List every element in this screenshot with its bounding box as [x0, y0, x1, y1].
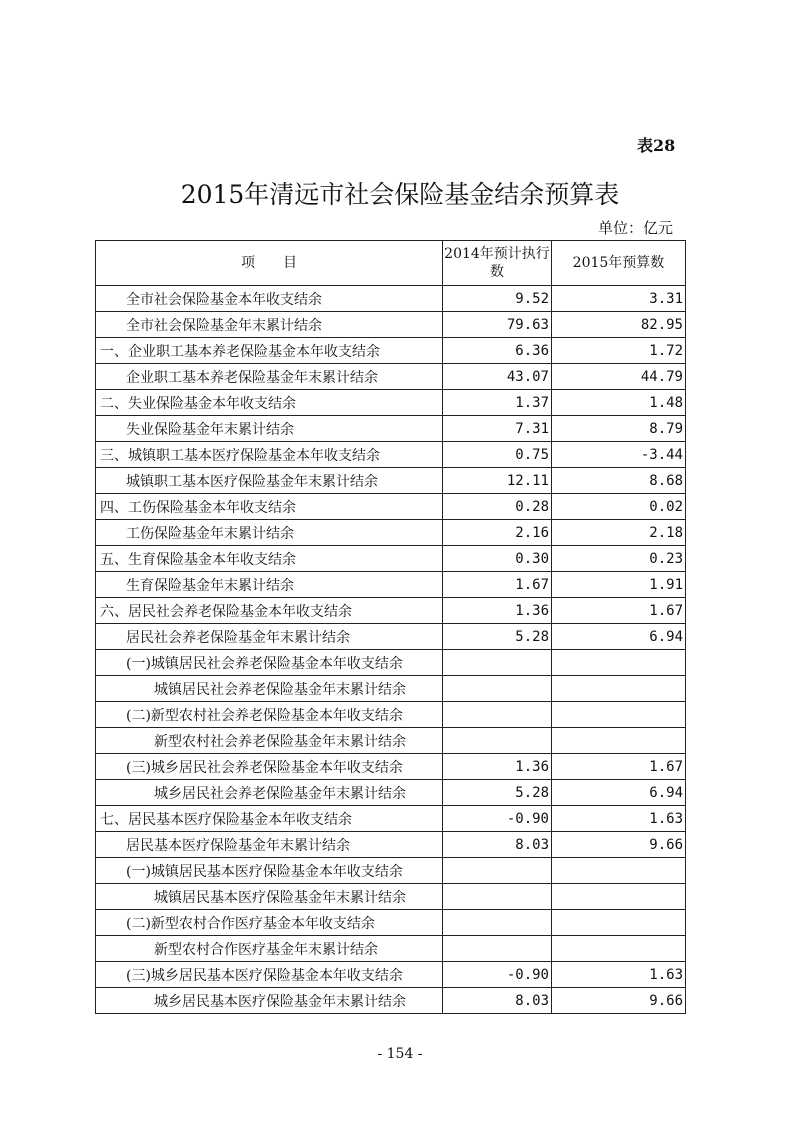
row-label: 居民基本医疗保险基金年末累计结余 — [96, 832, 443, 858]
value-2015: 1.72 — [552, 338, 686, 364]
value-2014: 79.63 — [443, 312, 552, 338]
row-label: 七、居民基本医疗保险基金本年收支结余 — [96, 806, 443, 832]
row-label: 全市社会保险基金本年收支结余 — [96, 286, 443, 312]
value-2015: 1.91 — [552, 572, 686, 598]
table-row — [96, 572, 686, 598]
table-row — [96, 468, 686, 494]
value-2014 — [443, 702, 552, 728]
table-row — [96, 728, 686, 754]
table-row — [96, 338, 686, 364]
table-row — [96, 884, 686, 910]
row-label: 工伤保险基金年末累计结余 — [96, 520, 443, 546]
table-row — [96, 910, 686, 936]
value-2015: 1.67 — [552, 598, 686, 624]
value-2015: 3.31 — [552, 286, 686, 312]
value-2014: 0.28 — [443, 494, 552, 520]
value-2015: 1.63 — [552, 962, 686, 988]
value-2015: -3.44 — [552, 442, 686, 468]
row-label: 生育保险基金年末累计结余 — [96, 572, 443, 598]
table-number: 表28 — [637, 136, 676, 155]
table-row — [96, 754, 686, 780]
row-label: 全市社会保险基金年末累计结余 — [96, 312, 443, 338]
table-row — [96, 520, 686, 546]
row-label: (二)新型农村合作医疗基金本年收支结余 — [96, 910, 443, 936]
value-2015: 8.68 — [552, 468, 686, 494]
row-label: 企业职工基本养老保险基金年末累计结余 — [96, 364, 443, 390]
table-row — [96, 806, 686, 832]
row-label: 三、城镇职工基本医疗保险基金本年收支结余 — [96, 442, 443, 468]
table-row — [96, 598, 686, 624]
row-label: 六、居民社会养老保险基金本年收支结余 — [96, 598, 443, 624]
row-label: 五、生育保险基金本年收支结余 — [96, 546, 443, 572]
row-label: (一)城镇居民基本医疗保险基金本年收支结余 — [96, 858, 443, 884]
table-row — [96, 312, 686, 338]
header-2014-line2: 数 — [490, 264, 504, 280]
row-label: 居民社会养老保险基金年末累计结余 — [96, 624, 443, 650]
value-2015 — [552, 884, 686, 910]
header-2015: 2015年预算数 — [552, 241, 686, 286]
value-2014 — [443, 910, 552, 936]
value-2015: 9.66 — [552, 832, 686, 858]
table-row — [96, 988, 686, 1014]
row-label: (三)城乡居民基本医疗保险基金本年收支结余 — [96, 962, 443, 988]
value-2015 — [552, 936, 686, 962]
table-row — [96, 286, 686, 312]
row-label: 城镇职工基本医疗保险基金年末累计结余 — [96, 468, 443, 494]
table-row — [96, 494, 686, 520]
value-2015 — [552, 910, 686, 936]
value-2014: 1.67 — [443, 572, 552, 598]
value-2014: 5.28 — [443, 780, 552, 806]
value-2015: 82.95 — [552, 312, 686, 338]
value-2014: 0.75 — [443, 442, 552, 468]
table-row — [96, 624, 686, 650]
row-label: 新型农村社会养老保险基金年末累计结余 — [96, 728, 443, 754]
value-2014: 1.36 — [443, 754, 552, 780]
page-title: 2015年清远市社会保险基金结余预算表 — [180, 180, 620, 209]
row-label: 城镇居民社会养老保险基金年末累计结余 — [96, 676, 443, 702]
table-row — [96, 442, 686, 468]
value-2014 — [443, 884, 552, 910]
table-row — [96, 546, 686, 572]
value-2015: 1.63 — [552, 806, 686, 832]
row-label: (三)城乡居民社会养老保险基金本年收支结余 — [96, 754, 443, 780]
table-header-row — [96, 241, 686, 286]
value-2015: 1.48 — [552, 390, 686, 416]
budget-table — [95, 240, 686, 1014]
value-2015 — [552, 676, 686, 702]
header-2014-line1: 2014年预计执行 — [444, 246, 550, 262]
value-2014 — [443, 728, 552, 754]
value-2014 — [443, 936, 552, 962]
table-row — [96, 416, 686, 442]
row-label: 四、工伤保险基金本年收支结余 — [96, 494, 443, 520]
value-2015: 1.67 — [552, 754, 686, 780]
table-row — [96, 858, 686, 884]
unit-label: 单位：亿元 — [598, 219, 674, 237]
value-2014: 9.52 — [443, 286, 552, 312]
value-2015: 2.18 — [552, 520, 686, 546]
value-2015 — [552, 858, 686, 884]
row-label: (二)新型农村社会养老保险基金本年收支结余 — [96, 702, 443, 728]
table-row — [96, 936, 686, 962]
row-label: 城乡居民基本医疗保险基金年末累计结余 — [96, 988, 443, 1014]
value-2014: -0.90 — [443, 806, 552, 832]
value-2014: 43.07 — [443, 364, 552, 390]
row-label: 二、失业保险基金本年收支结余 — [96, 390, 443, 416]
table-row — [96, 780, 686, 806]
value-2015 — [552, 702, 686, 728]
value-2014: 12.11 — [443, 468, 552, 494]
row-label: 失业保险基金年末累计结余 — [96, 416, 443, 442]
value-2015: 9.66 — [552, 988, 686, 1014]
table-row — [96, 676, 686, 702]
value-2015: 44.79 — [552, 364, 686, 390]
table-row — [96, 702, 686, 728]
row-label: 新型农村合作医疗基金年末累计结余 — [96, 936, 443, 962]
row-label: 城镇居民基本医疗保险基金年末累计结余 — [96, 884, 443, 910]
value-2015 — [552, 728, 686, 754]
table-row — [96, 390, 686, 416]
value-2014: 2.16 — [443, 520, 552, 546]
page-number: - 154 - — [377, 1046, 423, 1062]
value-2015 — [552, 650, 686, 676]
header-item: 项 目 — [96, 241, 443, 286]
value-2014: 1.36 — [443, 598, 552, 624]
value-2014: 8.03 — [443, 832, 552, 858]
table-row — [96, 364, 686, 390]
row-label: 一、企业职工基本养老保险基金本年收支结余 — [96, 338, 443, 364]
value-2014: 7.31 — [443, 416, 552, 442]
value-2015: 6.94 — [552, 624, 686, 650]
value-2015: 8.79 — [552, 416, 686, 442]
header-2014 — [443, 241, 552, 286]
value-2015: 6.94 — [552, 780, 686, 806]
value-2014: 6.36 — [443, 338, 552, 364]
value-2015: 0.02 — [552, 494, 686, 520]
value-2015: 0.23 — [552, 546, 686, 572]
value-2014 — [443, 858, 552, 884]
value-2014: 5.28 — [443, 624, 552, 650]
value-2014 — [443, 650, 552, 676]
value-2014: 8.03 — [443, 988, 552, 1014]
value-2014: 1.37 — [443, 390, 552, 416]
value-2014 — [443, 676, 552, 702]
table-row — [96, 832, 686, 858]
row-label: (一)城镇居民社会养老保险基金本年收支结余 — [96, 650, 443, 676]
value-2014: 0.30 — [443, 546, 552, 572]
table-row — [96, 962, 686, 988]
value-2014: -0.90 — [443, 962, 552, 988]
row-label: 城乡居民社会养老保险基金年末累计结余 — [96, 780, 443, 806]
table-row — [96, 650, 686, 676]
